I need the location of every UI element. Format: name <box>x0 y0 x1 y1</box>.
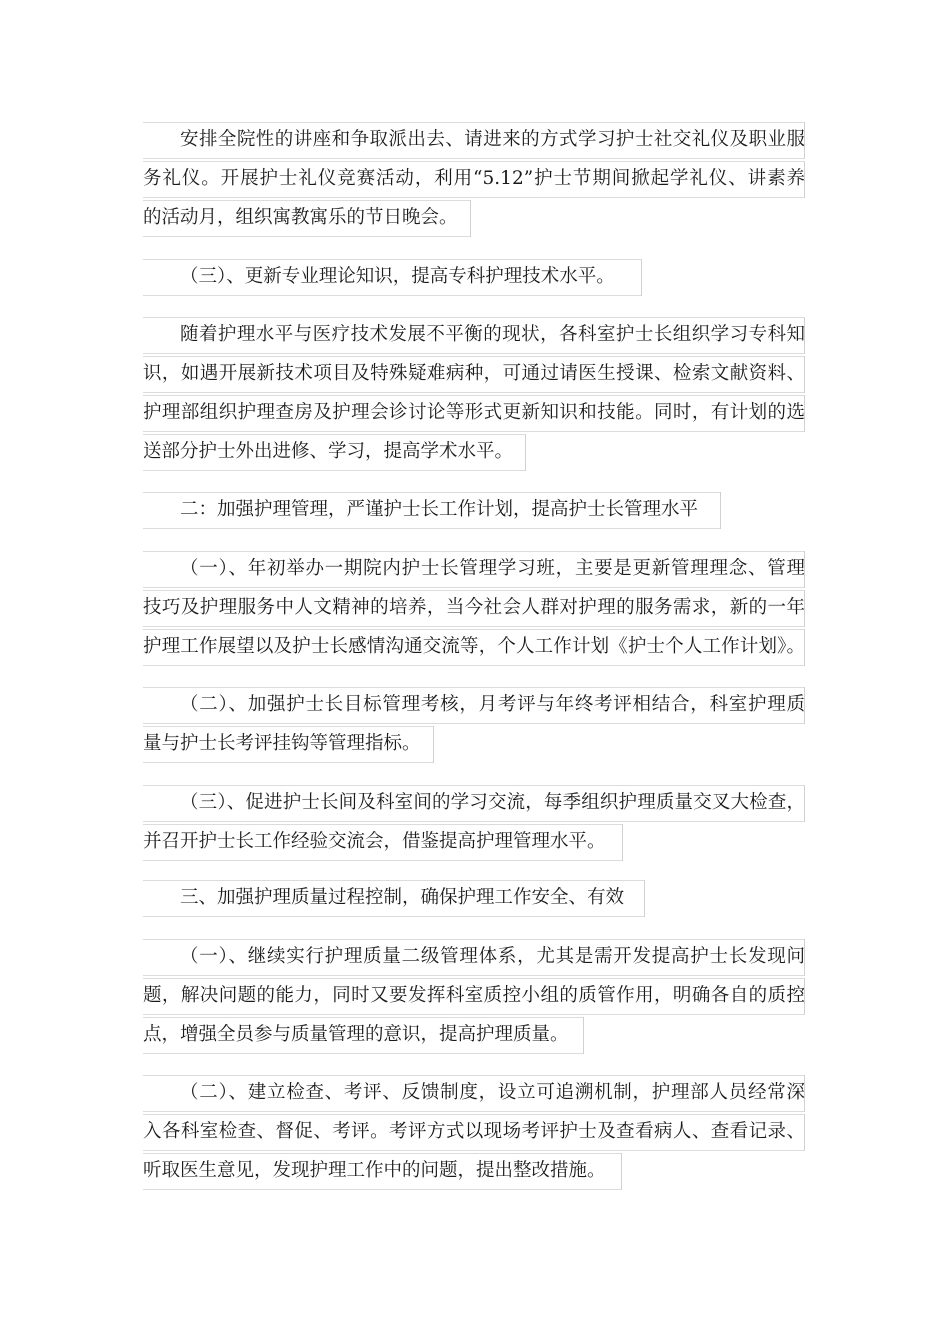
paragraph-target-assessment <box>143 687 805 765</box>
text-line: 送部分护士外出进修、学习，提高学术水平。 <box>143 434 526 473</box>
text-line: （二）、加强护士长目标管理考核，月考评与年终考评相结合，科室护理质 <box>143 687 805 726</box>
text-line: （三）、更新专业理论知识，提高专科护理技术水平。 <box>143 259 642 298</box>
paragraph-two-level-system <box>143 939 805 1056</box>
paragraph-inspection-system <box>143 1075 805 1192</box>
text-line: 的活动月，组织寓教寓乐的节日晚会。 <box>143 200 471 239</box>
section-heading-professional-knowledge <box>143 259 642 298</box>
text-line: （三）、促进护士长间及科室间的学习交流，每季组织护理质量交叉大检查， <box>143 785 805 824</box>
text-line: 入各科室检查、督促、考评。考评方式以现场考评护士及查看病人、查看记录、 <box>143 1114 805 1153</box>
text-line: 护理部组织护理查房及护理会诊讨论等形式更新知识和技能。同时，有计划的选 <box>143 395 805 434</box>
text-line: 护理工作展望以及护士长感情沟通交流等，个人工作计划《护士个人工作计划》。 <box>143 629 805 668</box>
text-line: 技巧及护理服务中人文精神的培养，当今社会人群对护理的服务需求，新的一年 <box>143 590 805 629</box>
text-line: （二）、建立检查、考评、反馈制度，设立可追溯机制，护理部人员经常深 <box>143 1075 805 1114</box>
text-line: 并召开护士长工作经验交流会，借鉴提高护理管理水平。 <box>143 824 623 863</box>
paragraph-etiquette-training <box>143 122 805 239</box>
text-line: 务礼仪。开展护士礼仪竞赛活动，利用“5.12”护士节期间掀起学礼仪、讲素养 <box>143 161 805 200</box>
paragraph-specialty-study <box>143 317 805 473</box>
text-line: 点，增强全员参与质量管理的意识，提高护理质量。 <box>143 1017 584 1056</box>
text-line: 安排全院性的讲座和争取派出去、请进来的方式学习护士社交礼仪及职业服 <box>143 122 805 161</box>
section-heading-management <box>143 492 721 531</box>
text-line: 二：加强护理管理，严谨护士长工作计划，提高护士长管理水平 <box>143 492 721 531</box>
text-line: 三、加强护理质量过程控制，确保护理工作安全、有效 <box>143 880 645 919</box>
paragraph-management-class <box>143 551 805 668</box>
text-line: （一）、继续实行护理质量二级管理体系，尤其是需开发提高护士长发现问 <box>143 939 805 978</box>
text-line: 听取医生意见，发现护理工作中的问题，提出整改措施。 <box>143 1153 622 1192</box>
text-line: （一）、年初举办一期院内护士长管理学习班，主要是更新管理理念、管理 <box>143 551 805 590</box>
text-line: 题，解决问题的能力，同时又要发挥科室质控小组的质管作用，明确各自的质控 <box>143 978 805 1017</box>
text-line: 识，如遇开展新技术项目及特殊疑难病种，可通过请医生授课、检索文献资料、 <box>143 356 805 395</box>
section-heading-quality-control <box>143 880 645 919</box>
paragraph-exchange <box>143 785 805 863</box>
text-line: 随着护理水平与医疗技术发展不平衡的现状，各科室护士长组织学习专科知 <box>143 317 805 356</box>
text-line: 量与护士长考评挂钩等管理指标。 <box>143 726 434 765</box>
